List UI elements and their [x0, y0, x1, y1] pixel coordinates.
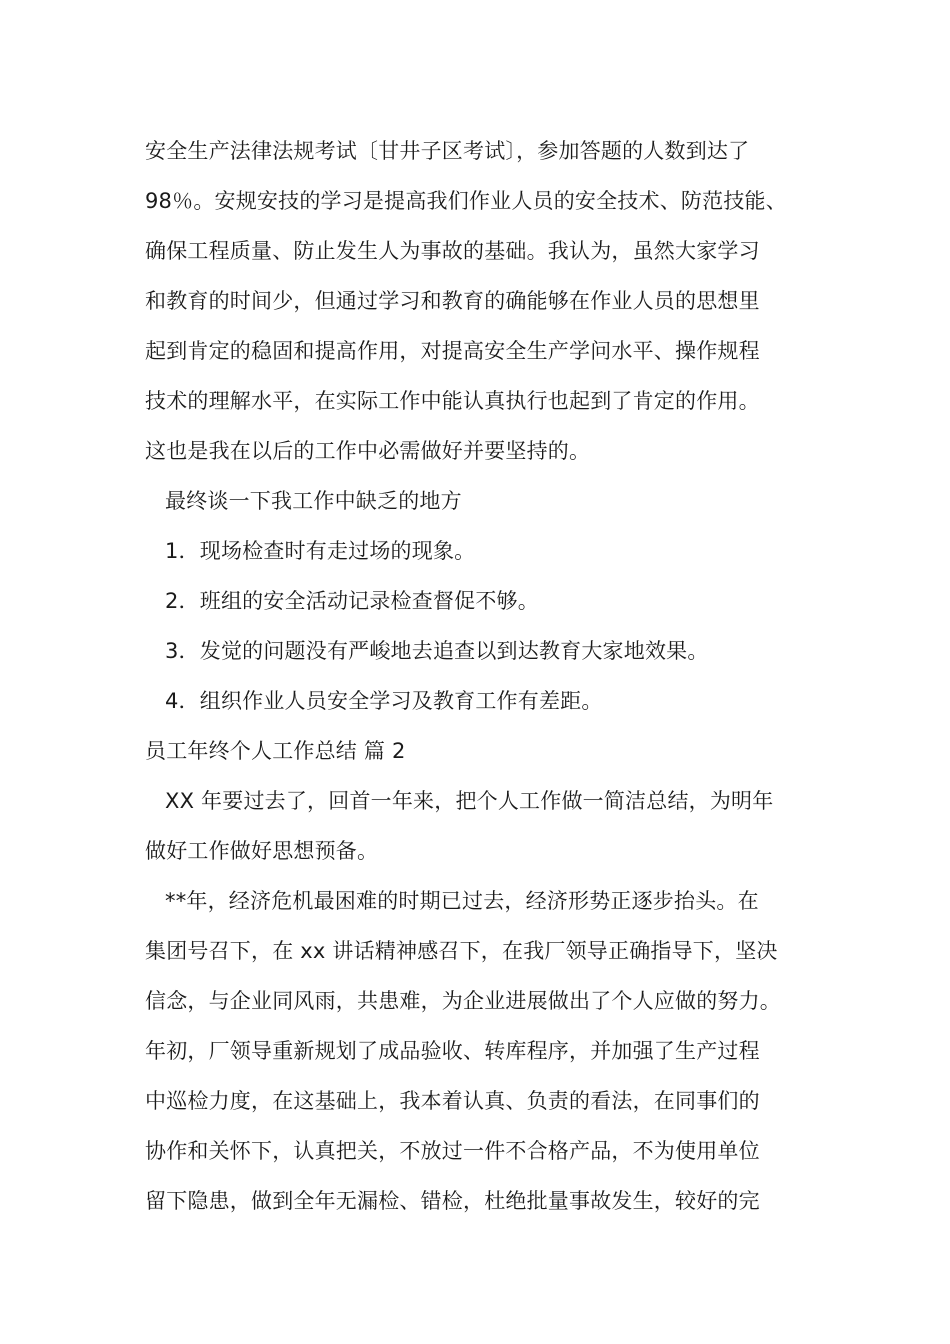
paragraph-line: 年初，厂领导重新规划了成品验收、转库程序，并加强了生产过程: [145, 1039, 760, 1063]
paragraph-line: 安全生产法律法规考试〔甘井子区考试〕，参加答题的人数到达了: [145, 139, 750, 163]
list-item: 3．发觉的问题没有严峻地去追查以到达教育大家地效果。: [165, 639, 709, 663]
paragraph-line: 集团号召下，在 xx 讲话精神感召下，在我厂领导正确指导下，坚决: [145, 939, 778, 963]
paragraph-line: 起到肯定的稳固和提高作用，对提高安全生产学问水平、操作规程: [145, 339, 760, 363]
section-heading: 员工年终个人工作总结 篇 2: [145, 739, 406, 763]
list-item: 1．现场检查时有走过场的现象。: [165, 539, 476, 563]
paragraph-line: 98％。安规安技的学习是提高我们作业人员的安全技术、防范技能、: [145, 189, 787, 213]
paragraph-line: 留下隐患，做到全年无漏检、错检，杜绝批量事故发生，较好的完: [145, 1189, 760, 1213]
paragraph-line: 中巡检力度，在这基础上，我本着认真、负责的看法，在同事们的: [145, 1089, 760, 1113]
paragraph-line: **年，经济危机最困难的时期已过去，经济形势正逐步抬头。在: [165, 889, 759, 913]
section-intro: 最终谈一下我工作中缺乏的地方: [165, 489, 462, 513]
list-item: 2．班组的安全活动记录检查督促不够。: [165, 589, 539, 613]
paragraph-line: 这也是我在以后的工作中必需做好并要坚持的。: [145, 439, 591, 463]
list-item: 4．组织作业人员安全学习及教育工作有差距。: [165, 689, 603, 713]
paragraph-line: 技术的理解水平，在实际工作中能认真执行也起到了肯定的作用。: [145, 389, 760, 413]
paragraph-line: 协作和关怀下，认真把关，不放过一件不合格产品，不为使用单位: [145, 1139, 760, 1163]
paragraph-line: XX 年要过去了，回首一年来，把个人工作做一简洁总结，为明年: [165, 789, 774, 813]
paragraph-line: 信念，与企业同风雨，共患难，为企业进展做出了个人应做的努力。: [145, 989, 781, 1013]
paragraph-line: 和教育的时间少，但通过学习和教育的确能够在作业人员的思想里: [145, 289, 760, 313]
paragraph-line: 确保工程质量、防止发生人为事故的基础。我认为，虽然大家学习: [145, 239, 760, 263]
paragraph-line: 做好工作做好思想预备。: [145, 839, 379, 863]
